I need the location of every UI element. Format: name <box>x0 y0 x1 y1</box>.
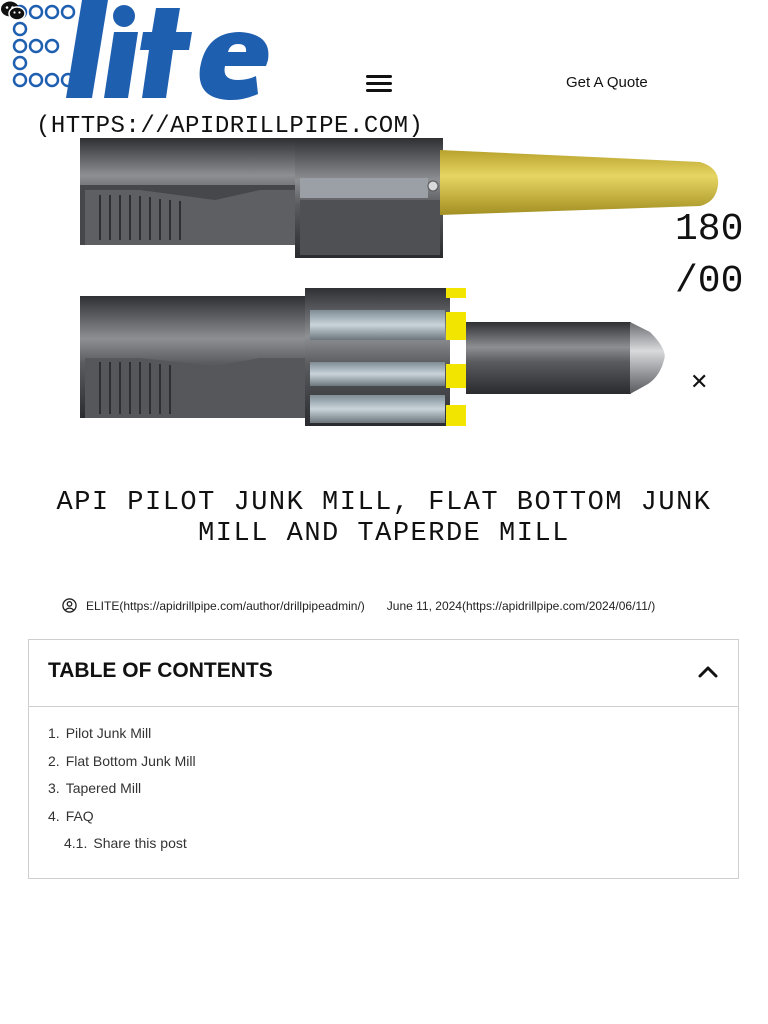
date-link[interactable]: June 11, 2024(https://apidrillpipe.com/2024/06/11/) <box>386 598 656 613</box>
wechat-icon[interactable] <box>0 0 26 22</box>
toc-list <box>29 707 738 858</box>
menu-button[interactable] <box>362 68 396 98</box>
toc-item[interactable]: 2. Flat Bottom Junk Mill <box>48 752 196 769</box>
chevron-up-icon[interactable] <box>696 660 720 684</box>
toc-item-link[interactable]: Pilot Junk Mill <box>65 725 152 741</box>
toc-item-link[interactable]: Tapered Mill <box>65 780 142 796</box>
toc-item[interactable]: 4. FAQ <box>48 807 94 824</box>
hamburger-icon <box>366 75 392 78</box>
toc-item[interactable]: 1. Pilot Junk Mill <box>48 725 152 741</box>
toc-item-link[interactable]: FAQ <box>65 807 94 824</box>
toc-subitem[interactable]: 4.1. Share this post <box>64 835 187 851</box>
get-a-quote-link[interactable]: Get A Quote <box>566 74 648 91</box>
side-contact-fragment: 180 <box>675 208 744 251</box>
close-icon[interactable]: ✕ <box>690 370 709 395</box>
toc-item-link[interactable]: Share this post <box>93 835 187 851</box>
page-title: API PILOT JUNK MILL, FLAT BOTTOM JUNK MILL AND TAPERDE MILL <box>56 488 712 549</box>
toc-item[interactable]: 3. Tapered Mill <box>48 780 142 796</box>
table-of-contents <box>28 639 739 879</box>
flat-bottom-mill-drawing <box>80 288 665 426</box>
toc-title: TABLE OF CONTENTS <box>48 659 273 682</box>
site-url-link[interactable]: (HTTPS://APIDRILLPIPE.COM) <box>36 113 424 140</box>
hero-image <box>0 0 768 460</box>
post-meta <box>62 598 742 613</box>
toc-item-link[interactable]: Flat Bottom Junk Mill <box>65 752 196 769</box>
user-icon <box>62 598 77 613</box>
elite-logo[interactable] <box>0 0 280 100</box>
toc-header[interactable] <box>29 640 738 707</box>
side-contact-fragment: /00 <box>675 260 744 303</box>
pilot-mill-drawing <box>80 138 718 258</box>
author-link[interactable]: ELITE(https://apidrillpipe.com/author/drillpipeadmin/) <box>86 598 365 613</box>
